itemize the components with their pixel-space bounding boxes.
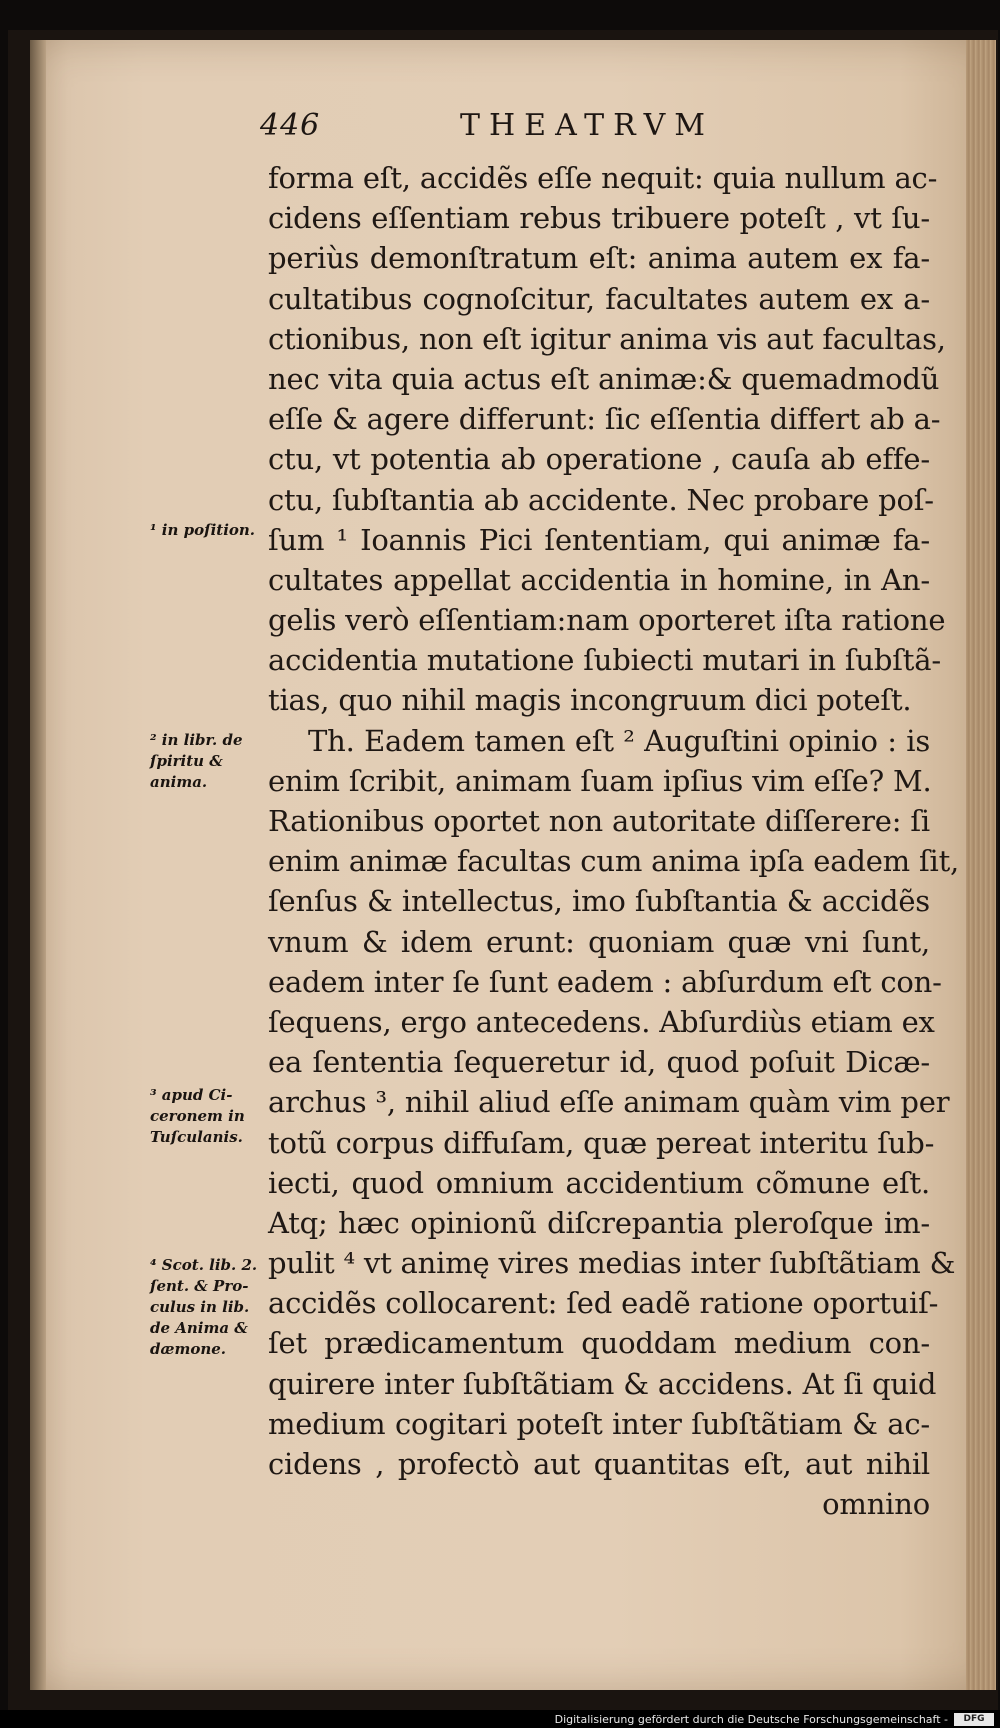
text-line: gelis verò eſſentiam:nam oporteret iſta ratione: [268, 603, 946, 638]
text-line: forma eſt, accidẽs eſſe nequit: quia nullum ac-: [268, 161, 938, 195]
footer-bar: [0, 1710, 1000, 1728]
footer-credit: Digitalisierung gefördert durch die Deutsche Forschungsgemeinschaft -: [554, 1713, 948, 1726]
text-line: ſenſus & intellectus, imo ſubſtantia & accidẽs: [268, 884, 930, 919]
text-line: ſum ¹ Ioannis Pici ſententiam, qui animæ fa-: [268, 522, 930, 557]
text-line: iecti, quod omnium accidentium cõmune eſt.: [268, 1165, 930, 1200]
text-line: ctu, vt potentia ab operatione , cauſa ab effe-: [268, 442, 930, 477]
text-line: quirere inter ſubſtãtiam & accidens. At ſi quid: [268, 1366, 937, 1401]
text-line: accidentia mutatione ſubiecti mutari in ſubſtã-: [268, 643, 941, 678]
text-line: tias, quo nihil magis incongruum dici poteſt.: [268, 683, 912, 718]
text-line: enim animæ facultas cum anima ipſa eadem ſit,: [268, 844, 960, 879]
page-gutter: [30, 40, 46, 1690]
text-line: vnum & idem erunt: quoniam quæ vni ſunt,: [268, 924, 930, 959]
text-line: ſet prædicamentum quoddam medium con-: [268, 1326, 930, 1361]
running-title: THEATRVM: [460, 108, 715, 143]
text-line: Th. Eadem tamen eſt ² Auguſtini opinio : is: [308, 723, 930, 758]
text-line: ſequens, ergo antecedens. Abſurdiùs etiam ex: [268, 1004, 935, 1039]
text-line: ctionibus, non eſt igitur anima vis aut facultas,: [268, 321, 946, 356]
catchword: omnino: [822, 1487, 930, 1522]
text-line: pulit ⁴ vt animę vires medias inter ſubſtãtiam &: [268, 1246, 956, 1281]
text-line: cidens eſſentiam rebus tribuere poteſt , vt ſu-: [268, 201, 930, 236]
text-line: eſſe & agere differunt: ſic eſſentia differt ab a-: [268, 402, 941, 437]
page-edges: [966, 40, 996, 1690]
margin-note: ¹ in poſition.: [150, 521, 256, 539]
text-line: accidẽs collocarent: ſed eadẽ ratione oportuiſ-: [268, 1286, 939, 1321]
text-line: ctu, ſubſtantia ab accidente. Nec probare poſ-: [268, 482, 934, 517]
margin-note: ⁴ Scot. lib. 2. ſent. & Pro-culus in lib. de Anima & dæmone.: [150, 1256, 258, 1358]
margin-note: ³ apud Ci-ceronem in Tuſculanis.: [150, 1086, 245, 1146]
text-line: archus ³, nihil aliud eſſe animam quàm vim per: [268, 1085, 950, 1120]
page-number: 446: [260, 108, 321, 143]
margin-note: ² in libr. de ſpiritu & anima.: [150, 731, 243, 791]
text-line: Atq; hæc opinionũ diſcrepantia pleroſque im-: [268, 1205, 930, 1240]
text-line: periùs demonſtratum eſt: anima autem ex fa-: [268, 241, 930, 276]
text-line: nec vita quia actus eſt animæ:& quemadmodũ: [268, 361, 940, 396]
text-line: totũ corpus diffuſam, quæ pereat interitu ſub-: [268, 1125, 935, 1160]
page-header: [260, 108, 760, 148]
text-line: Rationibus oportet non autoritate diſſerere: ſi: [268, 804, 930, 838]
text-line: cultatibus cognoſcitur, facultates autem ex a-: [268, 281, 930, 316]
text-line: cultates appellat accidentia in homine, in An-: [268, 562, 930, 597]
text-line: cidens , profectò aut quantitas eſt, aut nihil: [268, 1447, 930, 1481]
body-text: [268, 158, 960, 1524]
text-line: ea ſententia ſequeretur id, quod poſuit Dicæ-: [268, 1045, 930, 1080]
text-line: enim ſcribit, animam ſuam ipſius vim eſſe? M.: [268, 763, 932, 798]
dfg-logo: DFG: [954, 1713, 994, 1726]
text-line: eadem inter ſe ſunt eadem : abſurdum eſt con-: [268, 964, 942, 999]
text-line: medium cogitari poteſt inter ſubſtãtiam & ac-: [268, 1406, 930, 1441]
